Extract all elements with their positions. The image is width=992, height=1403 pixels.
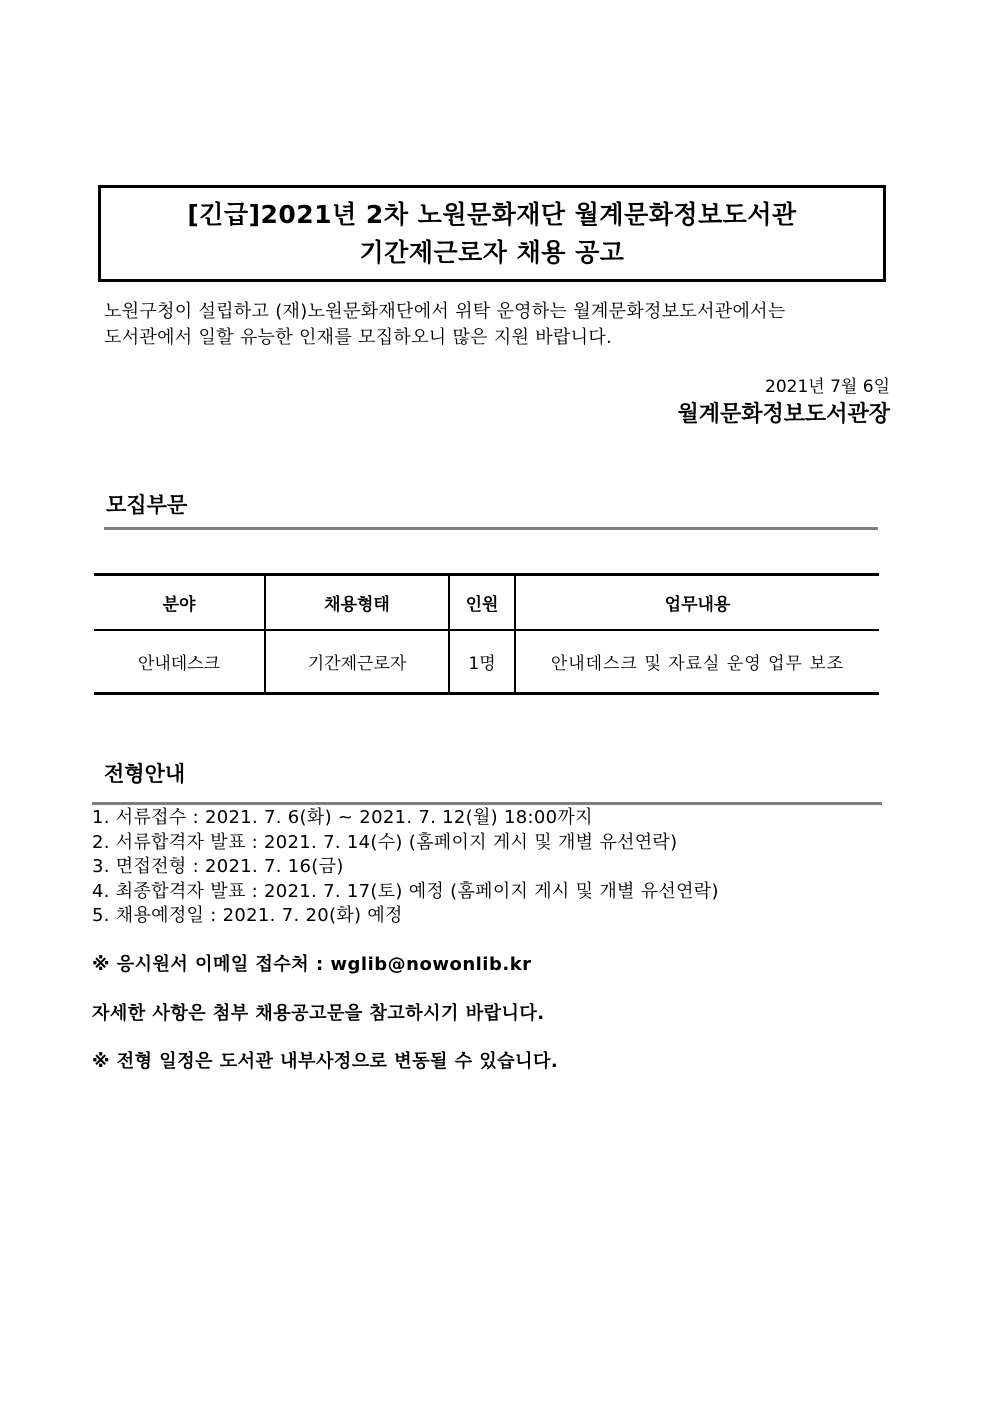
header-field: 분야 [94, 575, 265, 630]
section-title-selection: 전형안내 [104, 762, 186, 786]
intro-line-2: 도서관에서 일할 유능한 인재를 모집하오니 많은 지원 바랍니다. [104, 327, 613, 348]
intro-line-1: 노원구청이 설립하고 (재)노원문화재단에서 위탁 운영하는 월계문화정보도서관에서는 [104, 301, 786, 322]
intro-paragraph [104, 299, 886, 351]
list-item: 1. 서류접수 : 2021. 7. 6(화) ~ 2021. 7. 12(월) 18:00까지 [92, 807, 593, 828]
attachment-notice: 자세한 사항은 첨부 채용공고문을 참고하시기 바랍니다. [92, 1003, 545, 1024]
list-item: 2. 서류합격자 발표 : 2021. 7. 14(수) (홈페이지 게시 및 개별 유선연락) [92, 831, 678, 853]
cell-duties: 안내데스크 및 자료실 운영 업무 보조 [515, 630, 879, 694]
email-notice: ※ 응시원서 이메일 접수처 : wglib@nowonlib.kr [92, 954, 532, 975]
table-header-row [94, 575, 879, 630]
section-title-recruitment: 모집부문 [106, 493, 188, 517]
table-row [94, 630, 879, 694]
list-item: 5. 채용예정일 : 2021. 7. 20(화) 예정 [92, 905, 403, 926]
list-item: 4. 최종합격자 발표 : 2021. 7. 17(토) 예정 (홈페이지 게시 및 개별 유선연락) [92, 880, 719, 902]
header-duties: 업무내용 [515, 575, 879, 630]
title-box [98, 185, 886, 282]
list-item: 3. 면접전형 : 2021. 7. 16(금) [92, 856, 344, 877]
section-divider [104, 527, 878, 530]
cell-field: 안내데스크 [94, 630, 265, 694]
section-divider [92, 802, 882, 805]
schedule-change-notice: ※ 전형 일정은 도서관 내부사정으로 변동될 수 있습니다. [92, 1051, 559, 1072]
header-employment-type: 채용형태 [265, 575, 449, 630]
header-headcount: 인원 [449, 575, 515, 630]
recruitment-table [94, 573, 879, 695]
announcement-date: 2021년 7월 6일 [765, 377, 890, 397]
document-title-line-1: [긴급]2021년 2차 노원문화재단 월계문화정보도서관 [187, 199, 797, 229]
document-title-line-2: 기간제근로자 채용 공고 [359, 237, 625, 267]
signer: 월계문화정보도서관장 [677, 402, 890, 427]
cell-employment-type: 기간제근로자 [265, 630, 449, 694]
selection-schedule-list [92, 806, 719, 929]
cell-headcount: 1명 [449, 630, 515, 694]
